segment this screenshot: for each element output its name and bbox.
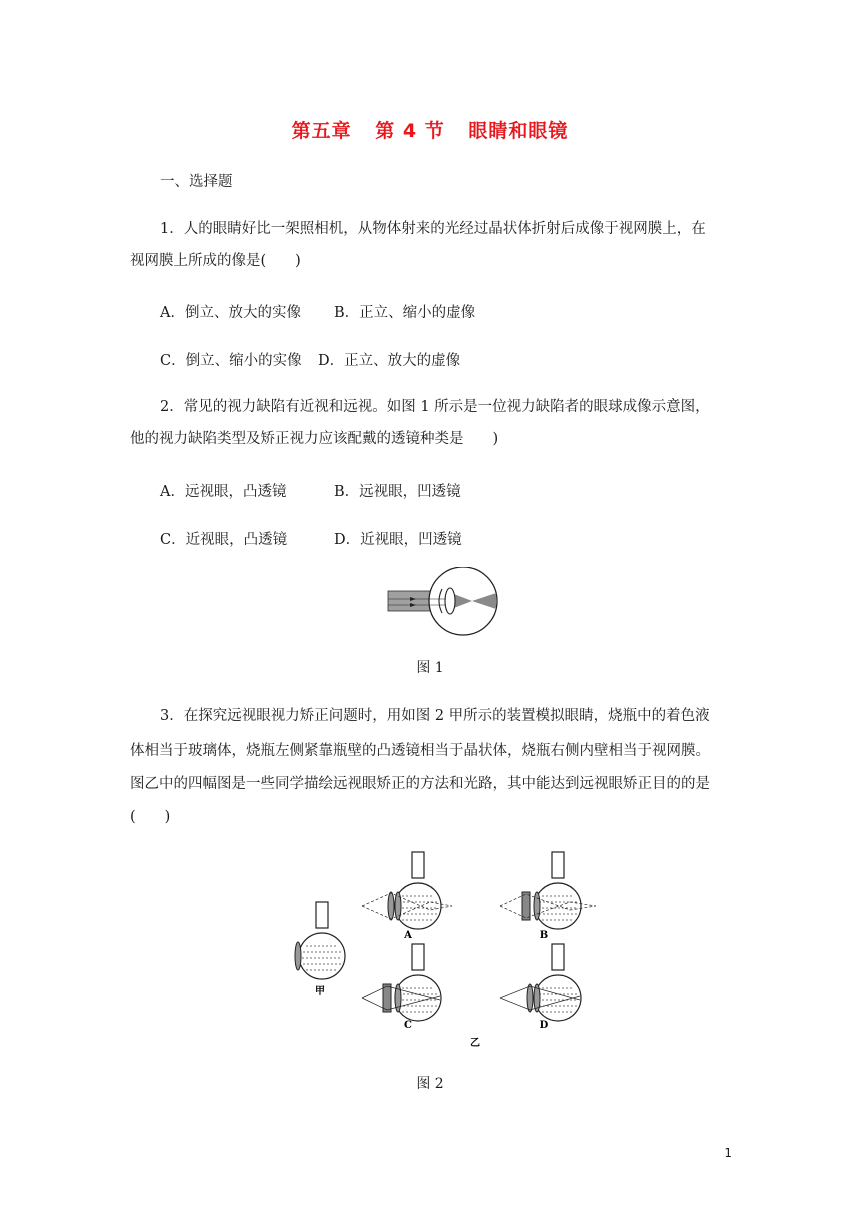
concave-lens-b <box>522 892 530 920</box>
q3-stem-line3: 图乙中的四幅图是一些同学描绘远视眼矫正的方法和光路，其中能达到远视眼矫正目的的是 <box>130 776 710 792</box>
topic-label: 眼睛和眼镜 <box>468 120 569 142</box>
q2-option-a: A．远视眼，凸透镜 <box>160 484 287 500</box>
lens-a1 <box>388 892 394 920</box>
lens-a2 <box>395 892 401 920</box>
figure2-flask-diagrams <box>280 848 610 1054</box>
q1-stem-line1: 1．人的眼睛好比一架照相机，从物体射来的光经过晶状体折射后成像于视网膜上，在 <box>160 221 706 237</box>
figure2-caption: 图 2 <box>416 1076 444 1092</box>
lens-jia <box>295 942 301 970</box>
chapter-label: 第五章 <box>291 120 352 142</box>
q1-stem-line2: 视网膜上所成的像是( ) <box>130 253 301 269</box>
q2-option-c: C．近视眼，凸透镜 <box>160 532 288 548</box>
flask-jia <box>299 902 345 979</box>
flask-b <box>535 852 581 929</box>
q1-option-a: A．倒立、放大的实像 <box>160 305 301 321</box>
label-d: D <box>539 1020 549 1031</box>
section-label: 第 4 节 <box>375 120 445 142</box>
label-a: A <box>404 930 412 941</box>
q3-stem-line4: ( ) <box>130 809 171 825</box>
label-c: C <box>404 1020 412 1031</box>
q3-stem-line1: 3．在探究远视眼视力矫正问题时，用如图 2 甲所示的装置模拟眼睛，烧瓶中的着色液 <box>160 708 710 724</box>
page-title <box>0 116 860 143</box>
figure1-caption: 图 1 <box>416 660 444 676</box>
figure1-eye-diagram <box>380 567 500 637</box>
section-heading: 一、选择题 <box>160 174 233 190</box>
label-jia: 甲 <box>315 986 325 997</box>
label-b: B <box>539 930 549 941</box>
page-number: 1 <box>724 1146 732 1160</box>
flask-a <box>395 852 441 929</box>
flask-d <box>535 944 581 1021</box>
q1-option-b: B．正立、缩小的虚像 <box>334 305 476 321</box>
q2-option-d: D．近视眼，凹透镜 <box>334 532 462 548</box>
q1-option-d: D．正立、放大的虚像 <box>318 353 461 369</box>
q2-stem-line1: 2．常见的视力缺陷有近视和远视。如图 1 所示是一位视力缺陷者的眼球成像示意图， <box>160 399 710 415</box>
lens <box>445 588 455 614</box>
lens-d1 <box>527 984 533 1012</box>
q1-option-c: C．倒立、缩小的实像 <box>160 353 302 369</box>
q2-stem-line2: 他的视力缺陷类型及矫正视力应该配戴的透镜种类是 ) <box>130 431 499 447</box>
flask-c <box>395 944 441 1021</box>
q2-option-b: B．远视眼，凹透镜 <box>334 484 461 500</box>
label-yi: 乙 <box>470 1038 480 1049</box>
concave-lens-c <box>383 984 391 1012</box>
q3-stem-line2: 体相当于玻璃体，烧瓶左侧紧靠瓶壁的凸透镜相当于晶状体，烧瓶右侧内壁相当于视网膜。 <box>130 743 710 759</box>
lens-b <box>534 892 540 920</box>
